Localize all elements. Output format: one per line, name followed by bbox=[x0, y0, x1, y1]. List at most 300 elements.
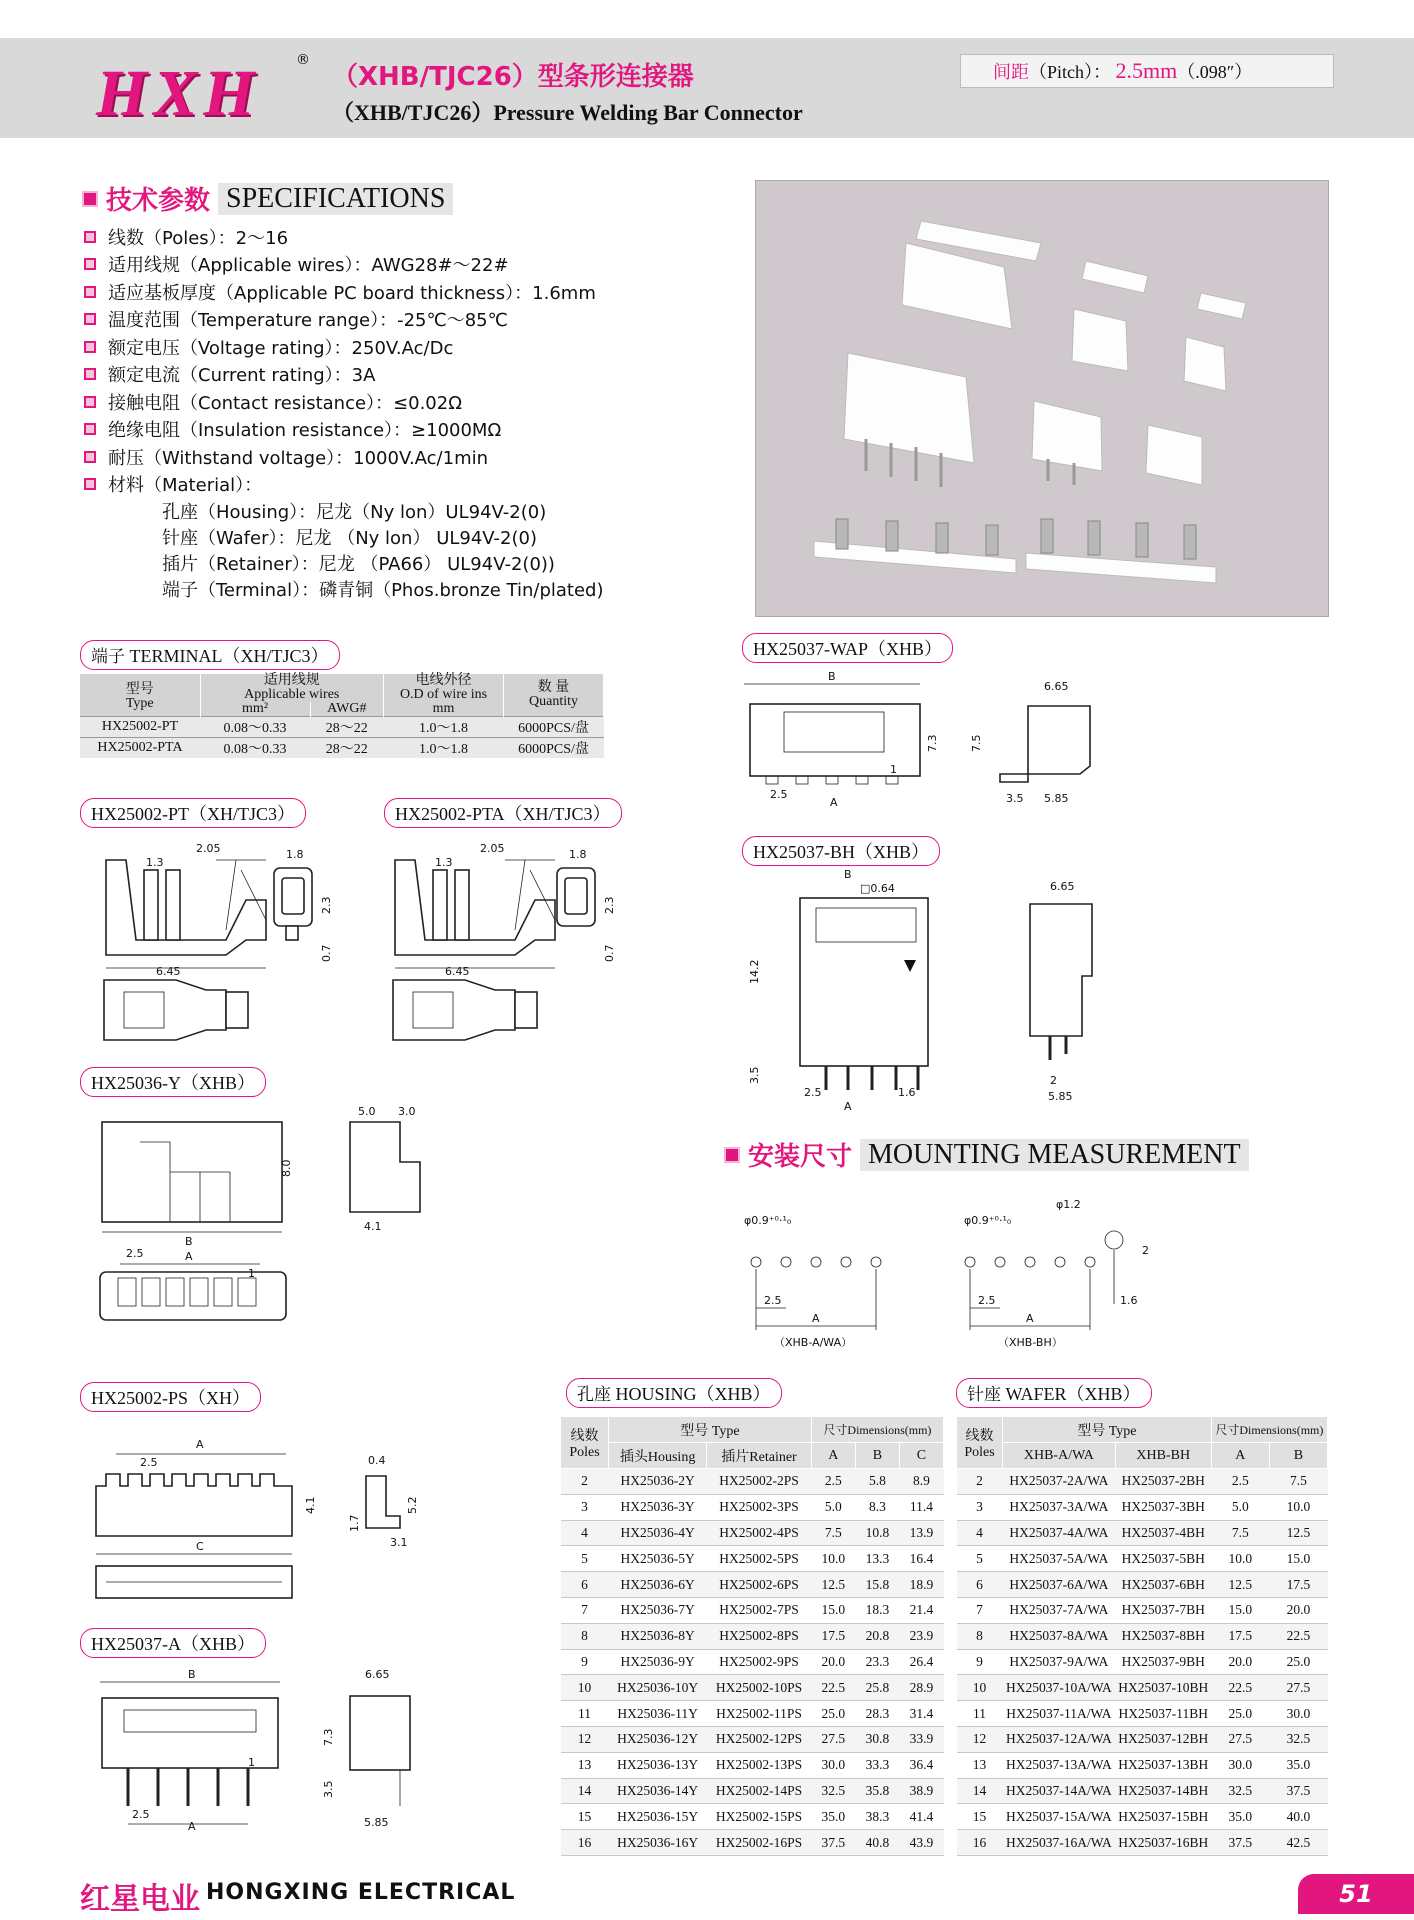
table-cell: 14 bbox=[561, 1778, 609, 1804]
table-cell: HX25002-16PS bbox=[707, 1830, 812, 1856]
table-cell: 37.5 bbox=[811, 1830, 855, 1856]
table-cell: 10.8 bbox=[855, 1520, 899, 1546]
table-row bbox=[561, 1675, 944, 1701]
pt-dim-13: 1.3 bbox=[146, 856, 164, 869]
bh-dim-a: A bbox=[844, 1100, 852, 1113]
wap-dim-1: 1 bbox=[890, 763, 897, 776]
table-row bbox=[957, 1572, 1328, 1598]
table-cell: 10.0 bbox=[1269, 1494, 1327, 1520]
table-row bbox=[561, 1701, 944, 1727]
mount-left-a: A bbox=[812, 1312, 820, 1325]
table-cell: 12.5 bbox=[1269, 1520, 1327, 1546]
product-photo bbox=[755, 180, 1329, 617]
a-dim-1: 1 bbox=[248, 1756, 255, 1769]
table-cell: 6 bbox=[957, 1572, 1003, 1598]
table-cell: 23.3 bbox=[855, 1649, 899, 1675]
brand-logo: HXH bbox=[96, 57, 261, 130]
terminal-label-cn: 端子 bbox=[91, 647, 125, 667]
y-label: HX25036-Y（XHB） bbox=[80, 1067, 266, 1097]
wap-dim-35: 3.5 bbox=[1006, 792, 1024, 805]
pt-dim-23: 2.3 bbox=[320, 896, 333, 914]
mounting-heading-en: MOUNTING MEASUREMENT bbox=[860, 1139, 1249, 1171]
footer-company-en: HONGXING ELECTRICAL bbox=[206, 1880, 516, 1905]
table-cell: 32.5 bbox=[1211, 1778, 1269, 1804]
table-cell: HX25037-3BH bbox=[1115, 1494, 1211, 1520]
ps-dim-04: 0.4 bbox=[368, 1454, 386, 1467]
title-en: （XHB/TJC26）Pressure Welding Bar Connector bbox=[332, 100, 803, 125]
mounting-heading bbox=[724, 1136, 1249, 1173]
wap-dim-b: B bbox=[828, 670, 836, 683]
table-cell: 33.9 bbox=[899, 1726, 943, 1752]
table-cell: 27.5 bbox=[811, 1726, 855, 1752]
table-cell: 22.5 bbox=[811, 1675, 855, 1701]
cell-qty: 6000PCS/盘 bbox=[504, 738, 604, 759]
mount-right-a: A bbox=[1026, 1312, 1034, 1325]
pt-drawing bbox=[96, 840, 366, 1040]
table-row bbox=[561, 1726, 944, 1752]
mounting-heading-cn: 安装尺寸 bbox=[748, 1142, 853, 1172]
wafer-label-en: WAFER（XHB） bbox=[1005, 1384, 1141, 1404]
table-cell: HX25037-16BH bbox=[1115, 1830, 1211, 1856]
bh-dim-064: □0.64 bbox=[860, 882, 895, 895]
table-cell: HX25037-13BH bbox=[1115, 1752, 1211, 1778]
table-cell: HX25002-7PS bbox=[707, 1597, 812, 1623]
bullet-icon bbox=[84, 341, 96, 353]
wap-drawing bbox=[744, 666, 1104, 809]
table-cell: HX25002-8PS bbox=[707, 1623, 812, 1649]
ps-dim-a: A bbox=[196, 1438, 204, 1451]
table-cell: HX25036-13Y bbox=[609, 1752, 707, 1778]
table-cell: 22.5 bbox=[1211, 1675, 1269, 1701]
table-cell: 13 bbox=[957, 1752, 1003, 1778]
table-cell: 25.0 bbox=[811, 1701, 855, 1727]
ps-dim-41: 4.1 bbox=[304, 1496, 317, 1514]
table-cell: HX25037-7A/WA bbox=[1003, 1597, 1116, 1623]
spec-text: 接触电阻（Contact resistance）：≤0.02Ω bbox=[108, 392, 462, 414]
ps-dim-c: C bbox=[196, 1540, 204, 1553]
pitch-label-cn: 间距 bbox=[993, 62, 1029, 83]
table-cell: HX25037-14A/WA bbox=[1003, 1778, 1116, 1804]
y-dim-a: A bbox=[185, 1250, 193, 1263]
bh-label: HX25037-BH（XHB） bbox=[742, 836, 940, 866]
bh-dim-142: 14.2 bbox=[748, 959, 761, 984]
table-cell: 40.0 bbox=[1269, 1804, 1327, 1830]
table-cell: 4 bbox=[561, 1520, 609, 1546]
table-cell: HX25037-3A/WA bbox=[1003, 1494, 1116, 1520]
table-cell: 30.0 bbox=[1269, 1701, 1327, 1727]
y-dim-b: B bbox=[185, 1235, 193, 1248]
table-cell: HX25002-6PS bbox=[707, 1572, 812, 1598]
table-cell: 27.5 bbox=[1269, 1675, 1327, 1701]
table-cell: 23.9 bbox=[899, 1623, 943, 1649]
table-cell: HX25002-13PS bbox=[707, 1752, 812, 1778]
table-cell: 18.3 bbox=[855, 1597, 899, 1623]
table-cell: HX25036-6Y bbox=[609, 1572, 707, 1598]
material-item: 端子（Terminal）：磷青铜（Phos.bronze Tin/plated) bbox=[162, 580, 604, 601]
table-row bbox=[957, 1597, 1328, 1623]
table-cell: 42.5 bbox=[1269, 1830, 1327, 1856]
spec-text: 耐压（Withstand voltage）：1000V.Ac/1min bbox=[108, 447, 489, 469]
table-cell: HX25037-6BH bbox=[1115, 1572, 1211, 1598]
pt-dim-205: 2.05 bbox=[196, 842, 221, 855]
terminal-label-en: TERMINAL（XH/TJC3） bbox=[129, 646, 329, 666]
table-row bbox=[561, 1752, 944, 1778]
bh-dim-35: 3.5 bbox=[748, 1066, 761, 1084]
table-row bbox=[561, 1469, 944, 1495]
table-cell: 40.8 bbox=[855, 1830, 899, 1856]
table-row bbox=[561, 1830, 944, 1856]
table-cell: 10.0 bbox=[1211, 1546, 1269, 1572]
table-cell: HX25002-12PS bbox=[707, 1726, 812, 1752]
cell-type: HX25002-PT bbox=[80, 717, 200, 738]
pitch-inch: （.098″） bbox=[1177, 62, 1253, 82]
pta-dim-205: 2.05 bbox=[480, 842, 505, 855]
th-awg: AWG# bbox=[310, 702, 383, 717]
table-cell: HX25002-14PS bbox=[707, 1778, 812, 1804]
terminal-label bbox=[80, 640, 340, 670]
th-poles: 线数 Poles bbox=[957, 1417, 1003, 1469]
pitch-box bbox=[960, 54, 1334, 88]
table-cell: HX25036-8Y bbox=[609, 1623, 707, 1649]
cell-awg: 28～22 bbox=[310, 717, 383, 738]
spec-item bbox=[84, 471, 704, 499]
table-cell: HX25037-10BH bbox=[1115, 1675, 1211, 1701]
table-cell: 27.5 bbox=[1211, 1726, 1269, 1752]
cell-qty: 6000PCS/盘 bbox=[504, 717, 604, 738]
y-dim-1: 1 bbox=[248, 1267, 255, 1280]
ps-label: HX25002-PS（XH） bbox=[80, 1382, 261, 1412]
table-cell: HX25037-15BH bbox=[1115, 1804, 1211, 1830]
wap-dim-25: 2.5 bbox=[770, 788, 788, 801]
table-cell: HX25037-4A/WA bbox=[1003, 1520, 1116, 1546]
bullet-icon bbox=[84, 423, 96, 435]
heading-square-icon bbox=[82, 191, 98, 207]
cell-od: 1.0～1.8 bbox=[384, 717, 504, 738]
wafer-table bbox=[956, 1416, 1328, 1856]
bh-dim-585: 5.85 bbox=[1048, 1090, 1073, 1103]
table-cell: 21.4 bbox=[899, 1597, 943, 1623]
spec-item bbox=[84, 251, 704, 279]
table-cell: HX25037-6A/WA bbox=[1003, 1572, 1116, 1598]
table-cell: 30.8 bbox=[855, 1726, 899, 1752]
table-cell: HX25037-14BH bbox=[1115, 1778, 1211, 1804]
cell-type: HX25002-PTA bbox=[80, 738, 200, 759]
table-cell: HX25036-12Y bbox=[609, 1726, 707, 1752]
table-cell: 2.5 bbox=[811, 1469, 855, 1495]
spec-item bbox=[84, 443, 704, 471]
table-row bbox=[957, 1675, 1328, 1701]
wap-dim-75: 7.5 bbox=[970, 734, 983, 752]
specifications-heading-en: SPECIFICATIONS bbox=[218, 183, 453, 215]
table-cell: 26.4 bbox=[899, 1649, 943, 1675]
table-row bbox=[957, 1469, 1328, 1495]
table-row bbox=[957, 1726, 1328, 1752]
table-row bbox=[561, 1494, 944, 1520]
table-cell: 15.0 bbox=[811, 1597, 855, 1623]
mount-hole-left: φ0.9⁺⁰·¹₀ bbox=[744, 1214, 792, 1227]
table-cell: 15 bbox=[561, 1804, 609, 1830]
table-row bbox=[957, 1830, 1328, 1856]
table-cell: HX25037-4BH bbox=[1115, 1520, 1211, 1546]
table-cell: HX25037-11BH bbox=[1115, 1701, 1211, 1727]
table-cell: HX25002-2PS bbox=[707, 1469, 812, 1495]
terminal-table-body bbox=[80, 717, 604, 759]
table-cell: HX25002-3PS bbox=[707, 1494, 812, 1520]
table-row bbox=[957, 1494, 1328, 1520]
mount-hole-big: φ1.2 bbox=[1056, 1198, 1081, 1211]
pt-dim-07: 0.7 bbox=[320, 944, 333, 962]
table-cell: 35.0 bbox=[1211, 1804, 1269, 1830]
table-row bbox=[957, 1804, 1328, 1830]
table-cell: HX25037-5BH bbox=[1115, 1546, 1211, 1572]
th-retainer: 插片Retainer bbox=[707, 1443, 812, 1469]
spec-text: 线数（Poles）：2～16 bbox=[108, 227, 289, 249]
table-cell: 25.8 bbox=[855, 1675, 899, 1701]
ps-dim-17: 1.7 bbox=[348, 1514, 361, 1532]
housing-label-en: HOUSING（XHB） bbox=[615, 1384, 771, 1404]
a-dim-b: B bbox=[188, 1668, 196, 1681]
mount-left-caption: （XHB-A/WA） bbox=[774, 1336, 853, 1349]
material-item: 插片（Retainer）：尼龙 （PA66） UL94V-2(0)) bbox=[162, 554, 555, 575]
table-cell: HX25037-8BH bbox=[1115, 1623, 1211, 1649]
table-row bbox=[957, 1778, 1328, 1804]
bh-dim-665: 6.65 bbox=[1050, 880, 1075, 893]
table-cell: 12 bbox=[957, 1726, 1003, 1752]
table-cell: 5.8 bbox=[855, 1469, 899, 1495]
table-cell: HX25037-9BH bbox=[1115, 1649, 1211, 1675]
table-cell: 17.5 bbox=[1269, 1572, 1327, 1598]
table-row bbox=[561, 1804, 944, 1830]
table-cell: HX25037-7BH bbox=[1115, 1597, 1211, 1623]
pt-label: HX25002-PT（XH/TJC3） bbox=[80, 798, 306, 828]
table-cell: 12 bbox=[561, 1726, 609, 1752]
ps-dim-31: 3.1 bbox=[390, 1536, 408, 1549]
th-housing: 插头Housing bbox=[609, 1443, 707, 1469]
table-cell: 41.4 bbox=[899, 1804, 943, 1830]
th-dims: 尺寸Dimensions(mm) bbox=[1211, 1417, 1327, 1443]
table-cell: HX25036-5Y bbox=[609, 1546, 707, 1572]
table-cell: 28.9 bbox=[899, 1675, 943, 1701]
table-cell: 5 bbox=[957, 1546, 1003, 1572]
a-dim-73: 7.3 bbox=[322, 1728, 335, 1746]
table-row bbox=[561, 1778, 944, 1804]
a-dim-25: 2.5 bbox=[132, 1808, 150, 1821]
spec-item bbox=[84, 333, 704, 361]
mount-right-2: 2 bbox=[1142, 1244, 1149, 1257]
cell-awg: 28～22 bbox=[310, 738, 383, 759]
pta-drawing bbox=[385, 840, 655, 1040]
table-cell: 25.0 bbox=[1269, 1649, 1327, 1675]
table-cell: HX25037-12BH bbox=[1115, 1726, 1211, 1752]
mounting-drawing bbox=[744, 1198, 1164, 1354]
table-cell: HX25002-11PS bbox=[707, 1701, 812, 1727]
mount-right-16: 1.6 bbox=[1120, 1294, 1138, 1307]
table-cell: 12.5 bbox=[811, 1572, 855, 1598]
wap-dim-665: 6.65 bbox=[1044, 680, 1069, 693]
ps-dim-52: 5.2 bbox=[406, 1496, 419, 1514]
th-dims: 尺寸Dimensions(mm) bbox=[811, 1417, 943, 1443]
heading-square-icon bbox=[724, 1147, 740, 1163]
table-cell: 11 bbox=[957, 1701, 1003, 1727]
wap-label: HX25037-WAP（XHB） bbox=[742, 633, 953, 663]
table-cell: HX25036-14Y bbox=[609, 1778, 707, 1804]
cell-mm2: 0.08～0.33 bbox=[200, 717, 310, 738]
table-cell: 15 bbox=[957, 1804, 1003, 1830]
table-cell: 38.3 bbox=[855, 1804, 899, 1830]
table-cell: 10.0 bbox=[811, 1546, 855, 1572]
table-cell: 7 bbox=[957, 1597, 1003, 1623]
table-cell: HX25037-16A/WA bbox=[1003, 1830, 1116, 1856]
table-cell: HX25036-15Y bbox=[609, 1804, 707, 1830]
table-cell: 16.4 bbox=[899, 1546, 943, 1572]
table-cell: 20.8 bbox=[855, 1623, 899, 1649]
table-cell: 22.5 bbox=[1269, 1623, 1327, 1649]
th-c: C bbox=[899, 1443, 943, 1469]
table-cell: HX25002-9PS bbox=[707, 1649, 812, 1675]
th-od-unit: mm bbox=[384, 702, 504, 717]
table-cell: 14 bbox=[957, 1778, 1003, 1804]
ps-dim-25: 2.5 bbox=[140, 1456, 158, 1469]
specifications-heading-cn: 技术参数 bbox=[106, 186, 211, 216]
table-cell: 3 bbox=[957, 1494, 1003, 1520]
y-dim-30: 3.0 bbox=[398, 1105, 416, 1118]
spec-item bbox=[84, 306, 704, 334]
table-row bbox=[957, 1649, 1328, 1675]
table-cell: 31.4 bbox=[899, 1701, 943, 1727]
pta-dim-18: 1.8 bbox=[569, 848, 587, 861]
wap-dim-a: A bbox=[830, 796, 838, 809]
table-cell: 13.9 bbox=[899, 1520, 943, 1546]
table-cell: HX25036-11Y bbox=[609, 1701, 707, 1727]
table-cell: HX25036-10Y bbox=[609, 1675, 707, 1701]
housing-table-body bbox=[561, 1469, 944, 1856]
table-cell: HX25002-10PS bbox=[707, 1675, 812, 1701]
th-a: A bbox=[1211, 1443, 1269, 1469]
wap-dim-585: 5.85 bbox=[1044, 792, 1069, 805]
table-cell: 10 bbox=[957, 1675, 1003, 1701]
table-cell: HX25037-13A/WA bbox=[1003, 1752, 1116, 1778]
mount-hole-right: φ0.9⁺⁰·¹₀ bbox=[964, 1214, 1012, 1227]
pta-dim-13: 1.3 bbox=[435, 856, 453, 869]
registered-mark: ® bbox=[296, 52, 310, 68]
table-row bbox=[80, 738, 604, 759]
spec-item bbox=[84, 361, 704, 389]
table-cell: HX25037-5A/WA bbox=[1003, 1546, 1116, 1572]
table-cell: 5.0 bbox=[1211, 1494, 1269, 1520]
a-dim-a: A bbox=[188, 1820, 196, 1833]
table-cell: 17.5 bbox=[1211, 1623, 1269, 1649]
table-cell: 20.0 bbox=[811, 1649, 855, 1675]
y-dim-41: 4.1 bbox=[364, 1220, 382, 1233]
bh-dim-b: B bbox=[844, 868, 852, 881]
mount-right-25: 2.5 bbox=[978, 1294, 996, 1307]
table-cell: 30.0 bbox=[811, 1752, 855, 1778]
th-type: 型号 Type bbox=[80, 674, 200, 717]
table-cell: 7.5 bbox=[1269, 1469, 1327, 1495]
mount-right-caption: （XHB-BH） bbox=[998, 1336, 1063, 1349]
table-cell: 7.5 bbox=[811, 1520, 855, 1546]
a-dim-585: 5.85 bbox=[364, 1816, 389, 1829]
bullet-icon bbox=[84, 396, 96, 408]
spec-item bbox=[84, 388, 704, 416]
bullet-icon bbox=[84, 478, 96, 490]
ps-drawing bbox=[96, 1436, 456, 1606]
table-cell: 20.0 bbox=[1269, 1597, 1327, 1623]
spec-text: 适用线规（Applicable wires）：AWG28#～22# bbox=[108, 255, 509, 277]
table-cell: 8 bbox=[561, 1623, 609, 1649]
table-cell: 9 bbox=[957, 1649, 1003, 1675]
table-row bbox=[561, 1649, 944, 1675]
y-drawing bbox=[100, 1102, 440, 1332]
bh-dim-2: 2 bbox=[1050, 1074, 1057, 1087]
spec-item bbox=[84, 278, 704, 306]
table-row bbox=[561, 1520, 944, 1546]
table-cell: HX25036-3Y bbox=[609, 1494, 707, 1520]
table-row bbox=[561, 1623, 944, 1649]
spec-text: 绝缘电阻（Insulation resistance）：≥1000MΩ bbox=[108, 420, 502, 442]
table-cell: 15.0 bbox=[1269, 1546, 1327, 1572]
table-cell: 13.3 bbox=[855, 1546, 899, 1572]
th-type: 型号 Type bbox=[1003, 1417, 1212, 1443]
table-cell: 30.0 bbox=[1211, 1752, 1269, 1778]
table-cell: 7 bbox=[561, 1597, 609, 1623]
terminal-table bbox=[80, 674, 604, 758]
table-row bbox=[957, 1546, 1328, 1572]
spec-text: 额定电流（Current rating）：3A bbox=[108, 365, 376, 387]
table-cell: 37.5 bbox=[1269, 1778, 1327, 1804]
table-cell: 15.0 bbox=[1211, 1597, 1269, 1623]
table-row bbox=[957, 1752, 1328, 1778]
table-cell: 38.9 bbox=[899, 1778, 943, 1804]
table-cell: 12.5 bbox=[1211, 1572, 1269, 1598]
table-cell: 36.4 bbox=[899, 1752, 943, 1778]
table-cell: 28.3 bbox=[855, 1701, 899, 1727]
y-dim-50: 5.0 bbox=[358, 1105, 376, 1118]
table-cell: 5 bbox=[561, 1546, 609, 1572]
th-a: A bbox=[811, 1443, 855, 1469]
table-cell: 6 bbox=[561, 1572, 609, 1598]
table-cell: 13 bbox=[561, 1752, 609, 1778]
material-item: 孔座（Housing）：尼龙（Ny lon）UL94V-2(0) bbox=[162, 502, 547, 523]
spec-text: 材料（Material）： bbox=[108, 475, 263, 497]
bullet-icon bbox=[84, 368, 96, 380]
table-cell: 8 bbox=[957, 1623, 1003, 1649]
table-cell: 7.5 bbox=[1211, 1520, 1269, 1546]
table-cell: HX25036-2Y bbox=[609, 1469, 707, 1495]
th-poles: 线数 Poles bbox=[561, 1417, 609, 1469]
th-b: B bbox=[855, 1443, 899, 1469]
table-cell: HX25002-4PS bbox=[707, 1520, 812, 1546]
table-row bbox=[561, 1597, 944, 1623]
table-cell: 2 bbox=[957, 1469, 1003, 1495]
table-row bbox=[561, 1546, 944, 1572]
bh-drawing bbox=[744, 868, 1104, 1113]
table-cell: HX25037-2BH bbox=[1115, 1469, 1211, 1495]
table-cell: 8.9 bbox=[899, 1469, 943, 1495]
bullet-icon bbox=[84, 231, 96, 243]
th-b: B bbox=[1269, 1443, 1327, 1469]
bullet-icon bbox=[84, 313, 96, 325]
table-cell: 20.0 bbox=[1211, 1649, 1269, 1675]
a-dim-35: 3.5 bbox=[322, 1780, 335, 1798]
table-cell: 25.0 bbox=[1211, 1701, 1269, 1727]
table-row bbox=[80, 717, 604, 738]
wap-dim-73: 7.3 bbox=[926, 734, 939, 752]
th-bh: XHB-BH bbox=[1115, 1443, 1211, 1469]
mount-left-25: 2.5 bbox=[764, 1294, 782, 1307]
table-cell: 16 bbox=[957, 1830, 1003, 1856]
housing-table bbox=[560, 1416, 944, 1856]
